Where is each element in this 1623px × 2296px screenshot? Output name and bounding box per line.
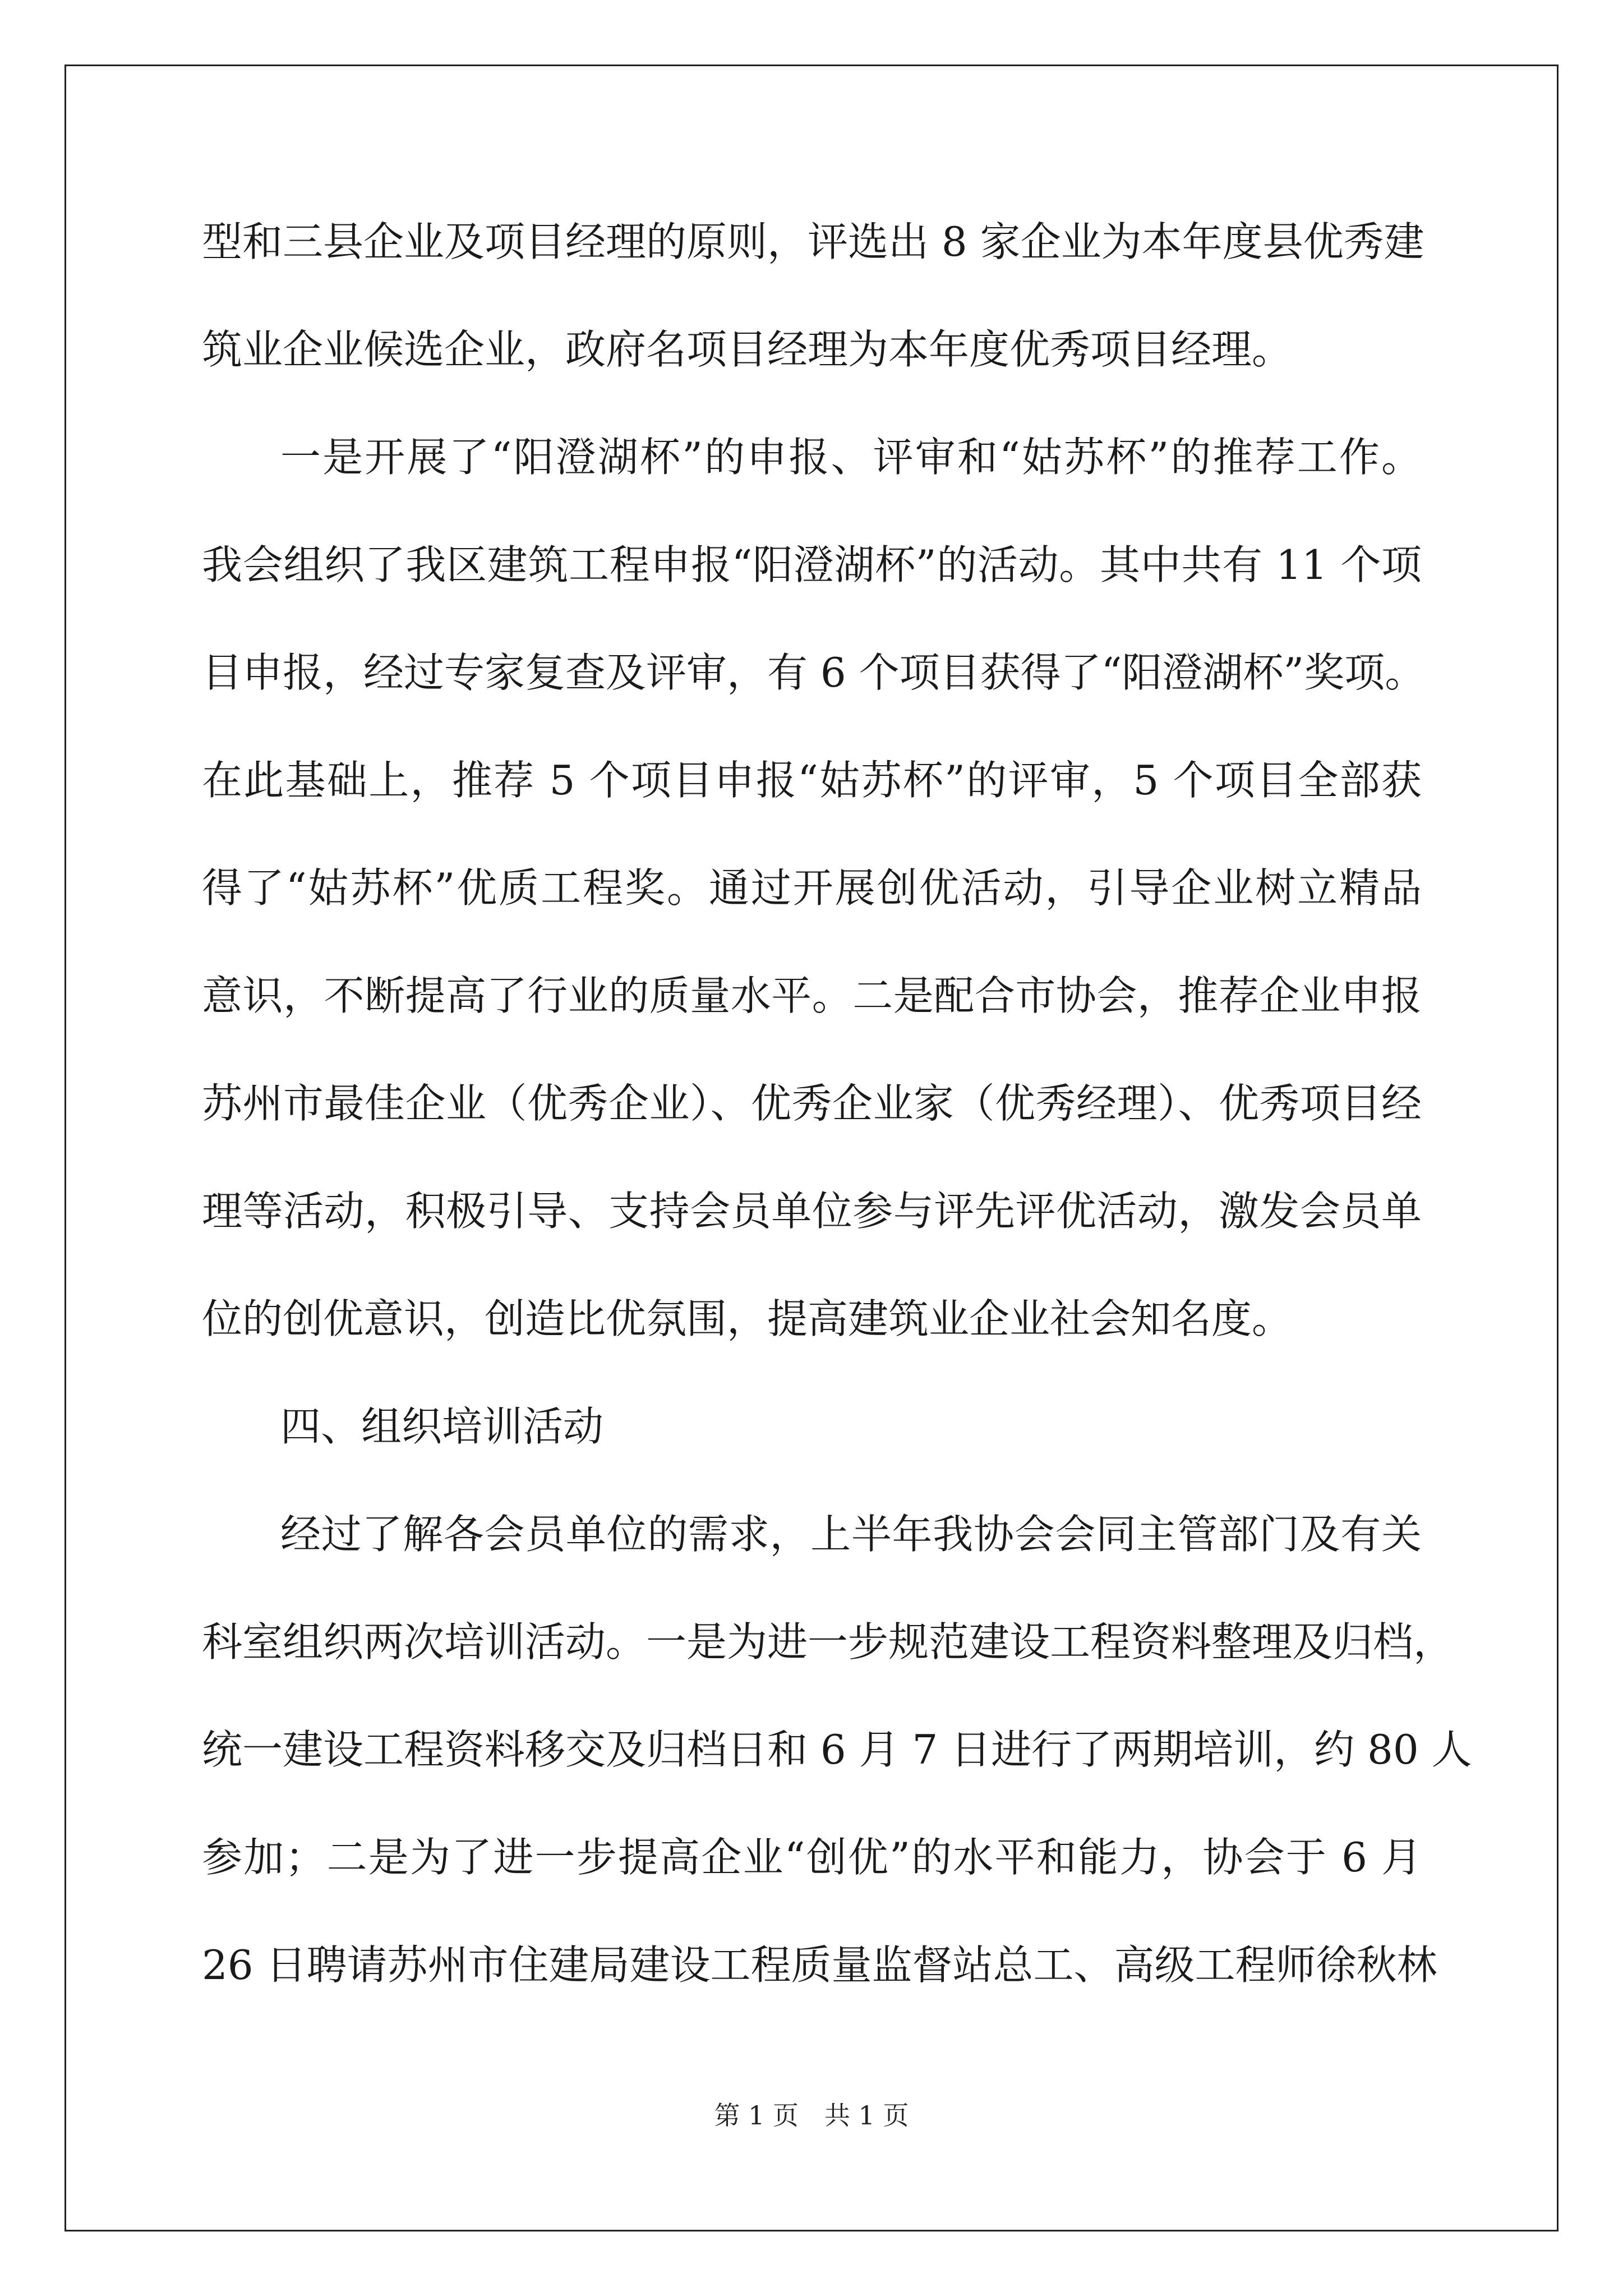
text-line: 意识，不断提高了行业的质量水平。二是配合市协会，推荐企业申报: [202, 972, 1422, 1019]
text-line: 我会组织了我区建筑工程申报“阳澄湖杯”的活动。其中共有 11 个项: [202, 541, 1422, 588]
text-line: 筑业企业候选企业，政府名项目经理为本年度优秀项目经理。: [202, 326, 1293, 373]
text-line: 目申报，经过专家复查及评审，有 6 个项目获得了“阳澄湖杯”奖项。: [202, 649, 1426, 696]
paragraph-start-line: 经过了解各会员单位的需求，上半年我协会会同主管部门及有关: [280, 1511, 1422, 1558]
text-line: 参加；二是为了进一步提高企业“创优”的水平和能力，协会于 6 月: [202, 1834, 1422, 1881]
text-line: 在此基础上，推荐 5 个项目申报“姑苏杯”的评审，5 个项目全部获: [202, 757, 1422, 804]
section-heading: 四、组织培训活动: [280, 1403, 604, 1450]
text-line: 型和三县企业及项目经理的原则，评选出 8 家企业为本年度县优秀建: [202, 218, 1424, 265]
text-line: 苏州市最佳企业（优秀企业）、优秀企业家（优秀经理）、优秀项目经: [202, 1080, 1422, 1127]
page-footer: 第 1 页 共 1 页: [714, 2100, 909, 2131]
text-line: 理等活动，积极引导、支持会员单位参与评先评优活动，激发会员单: [202, 1188, 1422, 1235]
text-line: 得了“姑苏杯”优质工程奖。通过开展创优活动，引导企业树立精品: [202, 864, 1422, 912]
text-line: 26 日聘请苏州市住建局建设工程质量监督站总工、高级工程师徐秋林: [202, 1941, 1437, 1989]
text-line: 统一建设工程资料移交及归档日和 6 月 7 日进行了两期培训，约 80 人: [202, 1726, 1472, 1773]
document-body: [202, 218, 1472, 2053]
text-line: 位的创优意识，创造比优氛围，提高建筑业企业社会知名度。: [202, 1295, 1293, 1342]
text-line: 科室组织两次培训活动。一是为进一步规范建设工程资料整理及归档，: [202, 1618, 1454, 1665]
paragraph-start-line: 一是开展了“阳澄湖杯”的申报、评审和“姑苏杯”的推荐工作。: [280, 434, 1422, 481]
